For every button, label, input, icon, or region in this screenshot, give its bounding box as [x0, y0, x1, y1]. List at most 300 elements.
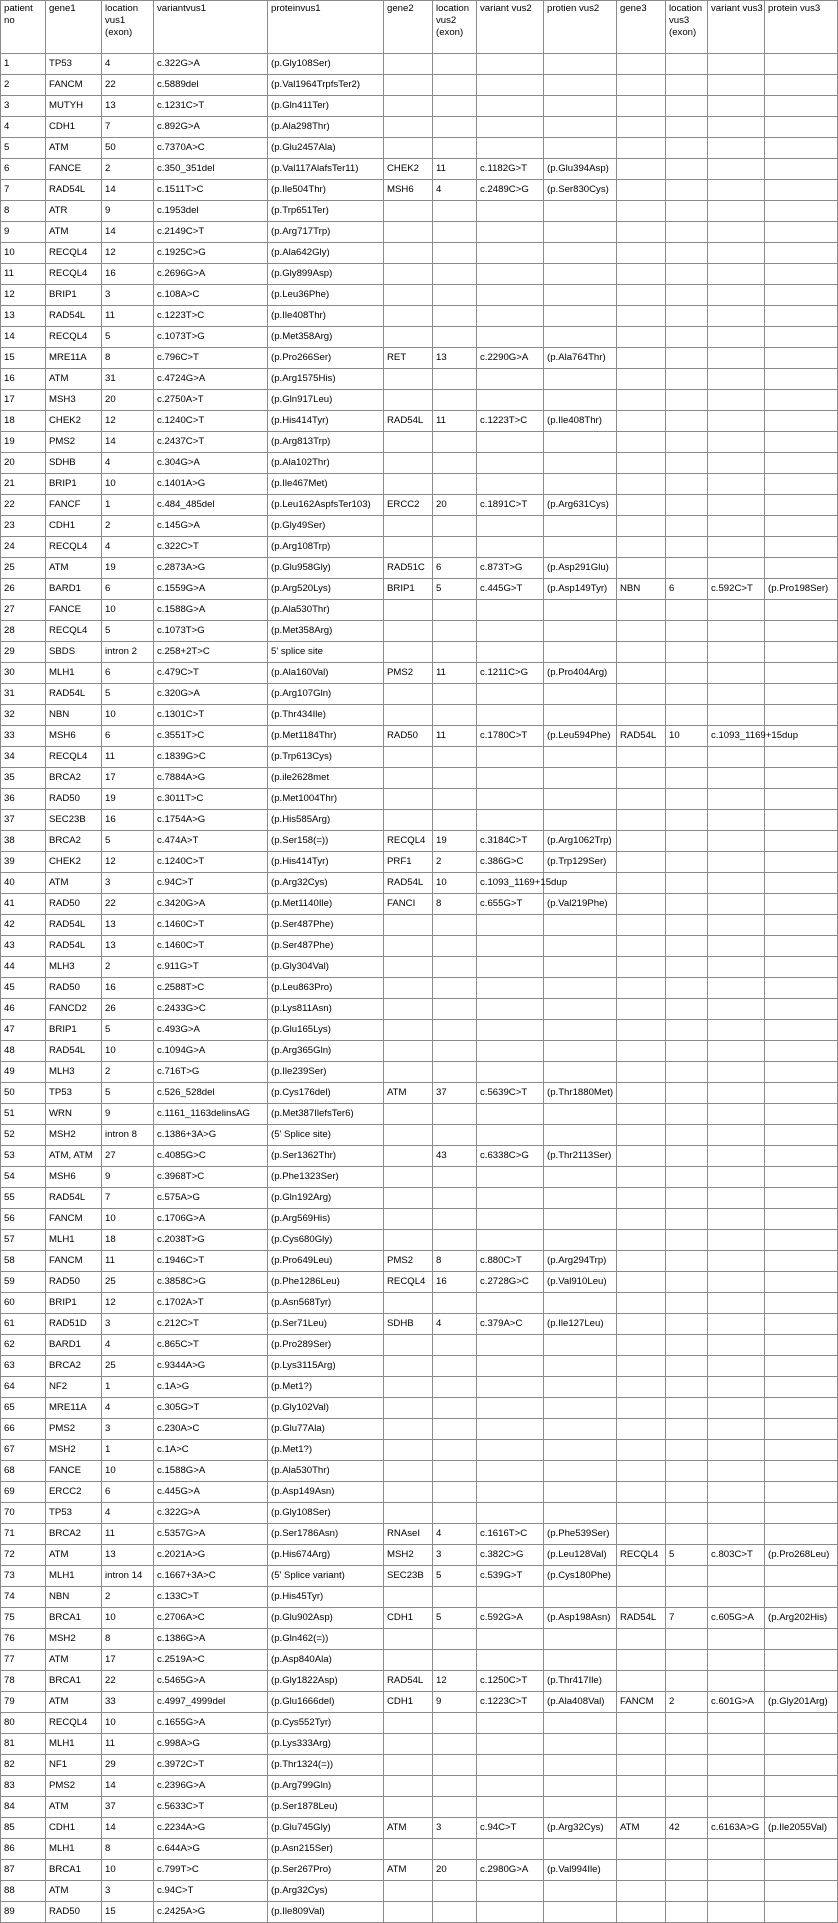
cell-protein-vus1: (p.Ser158(=)) [268, 831, 384, 852]
cell-gene1: MLH1 [46, 663, 102, 684]
table-row [1, 978, 838, 999]
cell-location-vus2 [433, 978, 477, 999]
table-row [1, 432, 838, 453]
cell-location-vus2: 10 [433, 873, 477, 894]
cell-protein-vus3 [765, 1566, 838, 1587]
cell-location-vus1: 13 [102, 915, 154, 936]
cell-variant-vus3 [708, 537, 765, 558]
cell-location-vus3 [666, 768, 708, 789]
table-row [1, 1377, 838, 1398]
cell-gene2 [384, 1209, 433, 1230]
cell-gene2 [384, 1062, 433, 1083]
cell-gene2 [384, 54, 433, 75]
cell-location-vus1: 12 [102, 852, 154, 873]
cell-gene2: PMS2 [384, 663, 433, 684]
cell-variant-vus1: c.322G>A [154, 54, 268, 75]
cell-location-vus2 [433, 1797, 477, 1818]
cell-protein-vus3 [765, 75, 838, 96]
cell-variant-vus1: c.1460C>T [154, 936, 268, 957]
cell-variant-vus1: c.1A>C [154, 1440, 268, 1461]
cell-variant-vus1: c.1240C>T [154, 411, 268, 432]
cell-gene3 [617, 621, 666, 642]
cell-variant-vus3 [708, 621, 765, 642]
cell-variant-vus1: c.1946C>T [154, 1251, 268, 1272]
cell-gene2 [384, 1104, 433, 1125]
cell-location-vus2 [433, 138, 477, 159]
cell-gene1: MLH1 [46, 1839, 102, 1860]
cell-variant-vus2: c.1093_1169+15dup [477, 873, 544, 894]
cell-protein-vus2 [544, 1482, 617, 1503]
cell-protein-vus1: (p.Phe1286Leu) [268, 1272, 384, 1293]
cell-patient-no: 60 [1, 1293, 46, 1314]
cell-gene3 [617, 1062, 666, 1083]
cell-variant-vus1: c.1925C>G [154, 243, 268, 264]
cell-variant-vus1: c.2234A>G [154, 1818, 268, 1839]
cell-gene1: FANCF [46, 495, 102, 516]
cell-variant-vus2 [477, 138, 544, 159]
cell-protein-vus2 [544, 1167, 617, 1188]
cell-location-vus1: 13 [102, 96, 154, 117]
cell-protein-vus3 [765, 1776, 838, 1797]
cell-location-vus3 [666, 96, 708, 117]
cell-location-vus3 [666, 1419, 708, 1440]
cell-gene1: MSH3 [46, 390, 102, 411]
cell-patient-no: 52 [1, 1125, 46, 1146]
cell-location-vus3 [666, 999, 708, 1020]
cell-variant-vus1: c.1702A>T [154, 1293, 268, 1314]
cell-gene1: BRIP1 [46, 1293, 102, 1314]
cell-protein-vus2: (p.Ile127Leu) [544, 1314, 617, 1335]
table-row [1, 1041, 838, 1062]
cell-protein-vus3 [765, 1398, 838, 1419]
cell-protein-vus2 [544, 117, 617, 138]
cell-location-vus3 [666, 852, 708, 873]
cell-location-vus1: 22 [102, 75, 154, 96]
cell-gene2: PMS2 [384, 1251, 433, 1272]
cell-protein-vus1: (p.Pro649Leu) [268, 1251, 384, 1272]
cell-gene3 [617, 810, 666, 831]
cell-protein-vus3 [765, 1755, 838, 1776]
cell-variant-vus1: c.474A>T [154, 831, 268, 852]
table-row [1, 327, 838, 348]
cell-protein-vus3 [765, 1377, 838, 1398]
table-row [1, 411, 838, 432]
header-location-vus3: location vus3 (exon) [666, 1, 708, 54]
cell-gene3 [617, 1461, 666, 1482]
cell-variant-vus3 [708, 1629, 765, 1650]
cell-variant-vus2 [477, 1797, 544, 1818]
cell-variant-vus2 [477, 1188, 544, 1209]
cell-gene2 [384, 957, 433, 978]
cell-location-vus2 [433, 1776, 477, 1797]
table-row [1, 1629, 838, 1650]
cell-gene1: ATM [46, 138, 102, 159]
cell-variant-vus1: c.1754A>G [154, 810, 268, 831]
cell-patient-no: 74 [1, 1587, 46, 1608]
cell-protein-vus3: (p.Pro268Leu) [765, 1545, 838, 1566]
cell-gene3 [617, 831, 666, 852]
cell-variant-vus2 [477, 1629, 544, 1650]
cell-gene3 [617, 1881, 666, 1902]
cell-variant-vus3 [708, 1188, 765, 1209]
table-header [1, 1, 838, 54]
cell-location-vus1: 3 [102, 1881, 154, 1902]
cell-protein-vus1: (p.Glu902Asp) [268, 1608, 384, 1629]
cell-location-vus1: intron 8 [102, 1125, 154, 1146]
cell-gene3 [617, 516, 666, 537]
cell-variant-vus1: c.133C>T [154, 1587, 268, 1608]
cell-gene2 [384, 1041, 433, 1062]
cell-variant-vus1: c.5465G>A [154, 1671, 268, 1692]
cell-variant-vus2 [477, 1398, 544, 1419]
cell-gene1: NBN [46, 705, 102, 726]
cell-location-vus2 [433, 789, 477, 810]
cell-protein-vus3 [765, 1839, 838, 1860]
cell-variant-vus3 [708, 138, 765, 159]
cell-variant-vus2 [477, 1650, 544, 1671]
cell-patient-no: 23 [1, 516, 46, 537]
cell-gene2: ATM [384, 1860, 433, 1881]
cell-location-vus1: 11 [102, 306, 154, 327]
cell-variant-vus1: c.3420G>A [154, 894, 268, 915]
header-location-vus2: location vus2 (exon) [433, 1, 477, 54]
cell-variant-vus1: c.94C>T [154, 1881, 268, 1902]
cell-patient-no: 24 [1, 537, 46, 558]
cell-variant-vus3 [708, 1377, 765, 1398]
cell-protein-vus3 [765, 1629, 838, 1650]
cell-protein-vus2 [544, 705, 617, 726]
cell-gene1: CDH1 [46, 516, 102, 537]
cell-location-vus2 [433, 915, 477, 936]
cell-location-vus3 [666, 306, 708, 327]
cell-gene3 [617, 348, 666, 369]
cell-protein-vus1: (p.Gly108Ser) [268, 54, 384, 75]
cell-gene1: BRCA1 [46, 1671, 102, 1692]
cell-gene3 [617, 1797, 666, 1818]
cell-patient-no: 14 [1, 327, 46, 348]
cell-gene2 [384, 327, 433, 348]
cell-variant-vus2 [477, 978, 544, 999]
cell-gene3: RAD54L [617, 726, 666, 747]
cell-variant-vus1: c.5889del [154, 75, 268, 96]
cell-protein-vus2: (p.Glu394Asp) [544, 159, 617, 180]
cell-location-vus1: 13 [102, 1545, 154, 1566]
cell-protein-vus3 [765, 180, 838, 201]
cell-gene1: ATM [46, 1692, 102, 1713]
cell-protein-vus2 [544, 1440, 617, 1461]
cell-location-vus2 [433, 1125, 477, 1146]
table-row [1, 1272, 838, 1293]
cell-gene2 [384, 1146, 433, 1167]
cell-patient-no: 72 [1, 1545, 46, 1566]
cell-patient-no: 66 [1, 1419, 46, 1440]
cell-protein-vus1: (p.Gly304Val) [268, 957, 384, 978]
table-row [1, 621, 838, 642]
table-row [1, 1713, 838, 1734]
cell-location-vus3 [666, 1860, 708, 1881]
cell-variant-vus1: c.2396G>A [154, 1776, 268, 1797]
cell-patient-no: 27 [1, 600, 46, 621]
cell-gene3 [617, 1755, 666, 1776]
cell-gene2: SDHB [384, 1314, 433, 1335]
cell-variant-vus3 [708, 1293, 765, 1314]
cell-patient-no: 80 [1, 1713, 46, 1734]
cell-protein-vus3 [765, 978, 838, 999]
cell-variant-vus2 [477, 1440, 544, 1461]
cell-variant-vus3 [708, 96, 765, 117]
table-row [1, 873, 838, 894]
cell-location-vus1: intron 14 [102, 1566, 154, 1587]
cell-patient-no: 1 [1, 54, 46, 75]
cell-protein-vus1: (p.Ile504Thr) [268, 180, 384, 201]
cell-location-vus2 [433, 453, 477, 474]
cell-variant-vus2 [477, 117, 544, 138]
cell-location-vus3 [666, 495, 708, 516]
cell-gene2: SEC23B [384, 1566, 433, 1587]
cell-patient-no: 37 [1, 810, 46, 831]
cell-gene3 [617, 201, 666, 222]
cell-protein-vus1: (p.Asp840Ala) [268, 1650, 384, 1671]
cell-protein-vus2: (p.Arg294Trp) [544, 1251, 617, 1272]
cell-variant-vus2 [477, 1230, 544, 1251]
cell-protein-vus3 [765, 873, 838, 894]
cell-location-vus3 [666, 369, 708, 390]
cell-variant-vus2 [477, 474, 544, 495]
cell-protein-vus2 [544, 285, 617, 306]
cell-variant-vus2 [477, 432, 544, 453]
cell-variant-vus3 [708, 1209, 765, 1230]
cell-patient-no: 62 [1, 1335, 46, 1356]
cell-gene3 [617, 999, 666, 1020]
cell-gene1: MSH2 [46, 1629, 102, 1650]
cell-protein-vus2 [544, 1587, 617, 1608]
cell-location-vus1: 1 [102, 1377, 154, 1398]
cell-location-vus3 [666, 810, 708, 831]
cell-location-vus1: 5 [102, 831, 154, 852]
cell-variant-vus1: c.1094G>A [154, 1041, 268, 1062]
cell-gene2: ATM [384, 1818, 433, 1839]
cell-variant-vus3 [708, 348, 765, 369]
cell-variant-vus1: c.5633C>T [154, 1797, 268, 1818]
cell-gene1: BRCA2 [46, 1524, 102, 1545]
cell-location-vus3 [666, 1062, 708, 1083]
cell-gene1: SEC23B [46, 810, 102, 831]
cell-variant-vus2 [477, 915, 544, 936]
cell-patient-no: 64 [1, 1377, 46, 1398]
cell-location-vus3 [666, 978, 708, 999]
cell-location-vus3 [666, 831, 708, 852]
cell-variant-vus1: c.4085G>C [154, 1146, 268, 1167]
cell-location-vus2 [433, 306, 477, 327]
cell-protein-vus1: (p.Arg569His) [268, 1209, 384, 1230]
cell-variant-vus3 [708, 453, 765, 474]
cell-variant-vus2: c.592G>A [477, 1608, 544, 1629]
cell-gene2: RAD54L [384, 873, 433, 894]
cell-variant-vus1: c.322G>A [154, 1503, 268, 1524]
cell-variant-vus3: c.6163A>G [708, 1818, 765, 1839]
cell-variant-vus3 [708, 432, 765, 453]
cell-protein-vus3 [765, 54, 838, 75]
table-row [1, 936, 838, 957]
cell-location-vus2 [433, 432, 477, 453]
cell-location-vus1: 37 [102, 1797, 154, 1818]
cell-patient-no: 65 [1, 1398, 46, 1419]
cell-location-vus1: 14 [102, 1818, 154, 1839]
cell-variant-vus2 [477, 1755, 544, 1776]
cell-protein-vus1: (p.Asp149Asn) [268, 1482, 384, 1503]
cell-protein-vus3 [765, 1209, 838, 1230]
cell-gene3 [617, 1629, 666, 1650]
cell-protein-vus1: (p.Val1964TrpfsTer2) [268, 75, 384, 96]
cell-protein-vus2: (p.Arg631Cys) [544, 495, 617, 516]
cell-location-vus3 [666, 1881, 708, 1902]
cell-location-vus1: 4 [102, 1503, 154, 1524]
cell-protein-vus2 [544, 936, 617, 957]
cell-patient-no: 87 [1, 1860, 46, 1881]
cell-gene3 [617, 432, 666, 453]
table-row [1, 1524, 838, 1545]
cell-gene3 [617, 1503, 666, 1524]
cell-location-vus1: 10 [102, 474, 154, 495]
cell-patient-no: 39 [1, 852, 46, 873]
cell-location-vus1: 22 [102, 894, 154, 915]
cell-location-vus2 [433, 537, 477, 558]
cell-variant-vus2 [477, 390, 544, 411]
cell-patient-no: 12 [1, 285, 46, 306]
cell-protein-vus1: (p.Gly49Ser) [268, 516, 384, 537]
cell-gene2: RAD51C [384, 558, 433, 579]
cell-patient-no: 53 [1, 1146, 46, 1167]
cell-protein-vus3 [765, 915, 838, 936]
cell-protein-vus3 [765, 264, 838, 285]
cell-location-vus2: 5 [433, 1608, 477, 1629]
cell-location-vus1: 2 [102, 516, 154, 537]
table-row [1, 999, 838, 1020]
cell-variant-vus1: c.2425A>G [154, 1902, 268, 1923]
cell-variant-vus3: c.803C>T [708, 1545, 765, 1566]
cell-protein-vus1: (p.Lys811Asn) [268, 999, 384, 1020]
table-row [1, 180, 838, 201]
cell-variant-vus3 [708, 1524, 765, 1545]
cell-gene1: MLH1 [46, 1734, 102, 1755]
cell-protein-vus1: (p.Met1?) [268, 1440, 384, 1461]
cell-patient-no: 40 [1, 873, 46, 894]
cell-protein-vus1: (p.Ala298Thr) [268, 117, 384, 138]
cell-variant-vus3: c.601G>A [708, 1692, 765, 1713]
cell-gene2: CDH1 [384, 1692, 433, 1713]
cell-variant-vus3 [708, 1797, 765, 1818]
cell-gene1: ATM, ATM [46, 1146, 102, 1167]
table-row [1, 1503, 838, 1524]
cell-gene1: NF1 [46, 1755, 102, 1776]
cell-protein-vus3 [765, 411, 838, 432]
cell-patient-no: 89 [1, 1902, 46, 1923]
cell-location-vus3 [666, 1167, 708, 1188]
cell-patient-no: 47 [1, 1020, 46, 1041]
cell-gene1: ATM [46, 1797, 102, 1818]
cell-gene2 [384, 1335, 433, 1356]
cell-variant-vus3 [708, 978, 765, 999]
cell-variant-vus2 [477, 264, 544, 285]
cell-protein-vus3 [765, 348, 838, 369]
cell-variant-vus1: c.304G>A [154, 453, 268, 474]
cell-gene3 [617, 1083, 666, 1104]
cell-protein-vus2: (p.Trp129Ser) [544, 852, 617, 873]
cell-location-vus3 [666, 621, 708, 642]
table-row [1, 369, 838, 390]
cell-location-vus2 [433, 1209, 477, 1230]
cell-location-vus3 [666, 432, 708, 453]
cell-location-vus3 [666, 1272, 708, 1293]
cell-variant-vus3 [708, 831, 765, 852]
cell-protein-vus1: (p.Leu36Phe) [268, 285, 384, 306]
header-protein-vus3: protein vus3 [765, 1, 838, 54]
cell-location-vus1: 6 [102, 663, 154, 684]
cell-location-vus3 [666, 1587, 708, 1608]
cell-variant-vus3 [708, 705, 765, 726]
cell-protein-vus1: (p.Arg813Trp) [268, 432, 384, 453]
cell-location-vus1: 10 [102, 1041, 154, 1062]
cell-protein-vus3 [765, 1041, 838, 1062]
cell-protein-vus2 [544, 621, 617, 642]
cell-gene3 [617, 600, 666, 621]
cell-protein-vus2 [544, 537, 617, 558]
header-protein-vus1: proteinvus1 [268, 1, 384, 54]
cell-variant-vus3 [708, 54, 765, 75]
cell-patient-no: 59 [1, 1272, 46, 1293]
cell-location-vus2 [433, 516, 477, 537]
cell-variant-vus1: c.2519A>C [154, 1650, 268, 1671]
cell-location-vus2: 11 [433, 159, 477, 180]
header-protein-vus2: protien vus2 [544, 1, 617, 54]
cell-location-vus1: 19 [102, 558, 154, 579]
cell-gene2 [384, 1398, 433, 1419]
cell-gene1: FANCM [46, 1209, 102, 1230]
cell-variant-vus3 [708, 1104, 765, 1125]
cell-patient-no: 5 [1, 138, 46, 159]
cell-location-vus3 [666, 453, 708, 474]
cell-protein-vus3 [765, 1671, 838, 1692]
cell-protein-vus3 [765, 957, 838, 978]
cell-protein-vus3: (p.Pro198Ser) [765, 579, 838, 600]
cell-patient-no: 11 [1, 264, 46, 285]
cell-variant-vus2 [477, 1587, 544, 1608]
cell-gene3 [617, 537, 666, 558]
cell-protein-vus2: (p.Asp291Glu) [544, 558, 617, 579]
cell-gene1: CHEK2 [46, 852, 102, 873]
cell-variant-vus1: c.9344A>G [154, 1356, 268, 1377]
cell-location-vus3 [666, 1797, 708, 1818]
cell-protein-vus3 [765, 789, 838, 810]
cell-gene3 [617, 1419, 666, 1440]
cell-variant-vus3 [708, 1020, 765, 1041]
table-row [1, 1650, 838, 1671]
cell-location-vus3 [666, 1356, 708, 1377]
cell-protein-vus1: (p.Arg107Gln) [268, 684, 384, 705]
cell-protein-vus1: (p.His414Tyr) [268, 852, 384, 873]
cell-variant-vus2 [477, 768, 544, 789]
cell-gene2 [384, 474, 433, 495]
cell-variant-vus3 [708, 1314, 765, 1335]
cell-protein-vus3 [765, 1650, 838, 1671]
cell-protein-vus2 [544, 1209, 617, 1230]
cell-location-vus1: 14 [102, 432, 154, 453]
table-row [1, 1461, 838, 1482]
table-row [1, 600, 838, 621]
cell-protein-vus3 [765, 810, 838, 831]
cell-protein-vus2 [544, 747, 617, 768]
cell-variant-vus2 [477, 600, 544, 621]
